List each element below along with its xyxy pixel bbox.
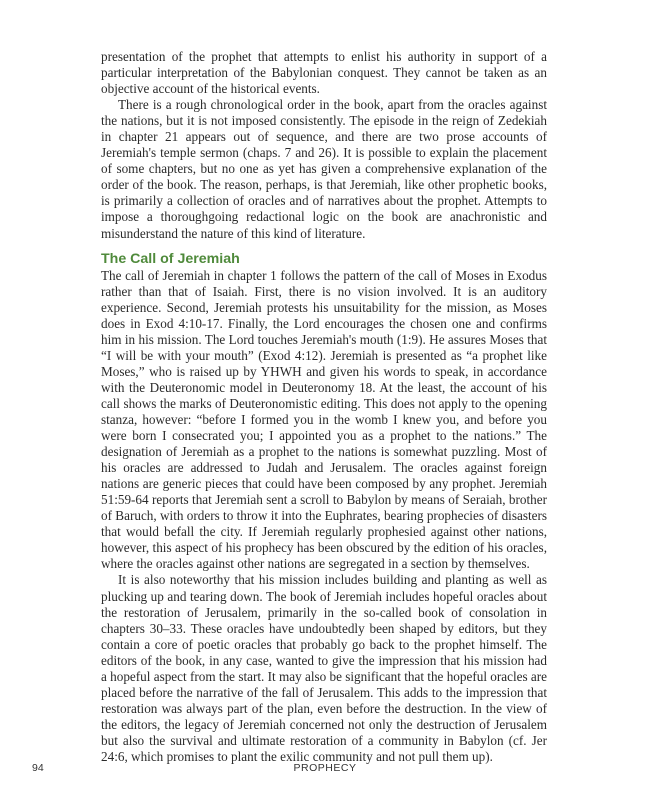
section-heading: The Call of Jeremiah	[101, 250, 240, 267]
running-footer-title: PROPHECY	[293, 762, 357, 774]
page-body	[101, 49, 547, 765]
paragraph-chronology: There is a rough chronological order in the book, apart from the oracles against the nations, but it is not imposed consistently. The episode in the reign of Zedekiah in chapter 21 appears out of sequence, and there are two prose accounts of Jeremiah's temple sermon (chaps. 7 and 26). It is possible to explain the placement of some chapters, but no one as yet has given a comprehensive explanation of the order of the book. The reason, perhaps, is that Jeremiah, like other prophetic books, is primarily a collection of oracles and of narratives about the prophet. Attempts to impose a thoroughgoing redactional logic on the book are anachronistic and misunderstand the nature of this kind of literature.	[101, 97, 547, 241]
paragraph-continuation: presentation of the prophet that attempts to enlist his authority in support of a particular interpretation of the Babylonian conquest. They cannot be taken as an objective account of the historical events.	[101, 49, 547, 97]
page-number: 94	[32, 762, 44, 774]
paragraph-call: The call of Jeremiah in chapter 1 follows the pattern of the call of Moses in Exodus rather than that of Isaiah. First, there is no vision involved. It is an auditory experience. Second, Jeremiah protests his unsuitability for the mission, as Moses does in Exod 4:10-17. Finally, the Lord encourages the chosen one and confirms him in his mission. The Lord touches Jeremiah's mouth (1:9). He assures Moses that “I will be with your mouth” (Exod 4:12). Jeremiah is presented as “a prophet like Moses,” who is raised up by YHWH and given his words to speak, in accordance with the Deuteronomic model in Deuteronomy 18. At the least, the account of his call shows the marks of Deuteronomistic editing. This does not apply to the opening stanza, however: “before I formed you in the womb I knew you, and before you were born I consecrated you; I appointed you as a prophet to the nations.” The designation of Jeremiah as a prophet to the nations is somewhat puzzling. Most of his oracles are addressed to Judah and Jerusalem. The oracles against foreign nations are generic pieces that could have been composed by any prophet. Jeremiah 51:59-64 reports that Jeremiah sent a scroll to Babylon by means of Seraiah, brother of Baruch, with orders to throw it into the Euphrates, bearing prophecies of disasters that would befall the city. If Jeremiah regularly prophesied against other nations, however, this aspect of his prophecy has been obscured by the edition of his oracles, where the oracles against other nations are segregated in a section by themselves.	[101, 267, 547, 572]
paragraph-mission: It is also noteworthy that his mission includes building and planting as well as plucking up and tearing down. The book of Jeremiah includes hopeful oracles about the restoration of Jerusalem, primarily in the so-called book of consolation in chapters 30–33. These oracles have undoubtedly been shaped by editors, but they contain a core of poetic oracles that probably go back to the prophet himself. The editors of the book, in any case, wanted to give the impression that his mission had a hopeful aspect from the start. It may also be significant that the hopeful oracles are placed before the narrative of the fall of Jerusalem. This adds to the impression that restoration was always part of the plan, even before the destruction. In the view of the editors, the legacy of Jeremiah concerned not only the destruction of Jerusalem but also the survival and ultimate restoration of a community in Babylon (cf. Jer 24:6, which promises to plant the exilic community and not pull them up).	[101, 572, 548, 764]
